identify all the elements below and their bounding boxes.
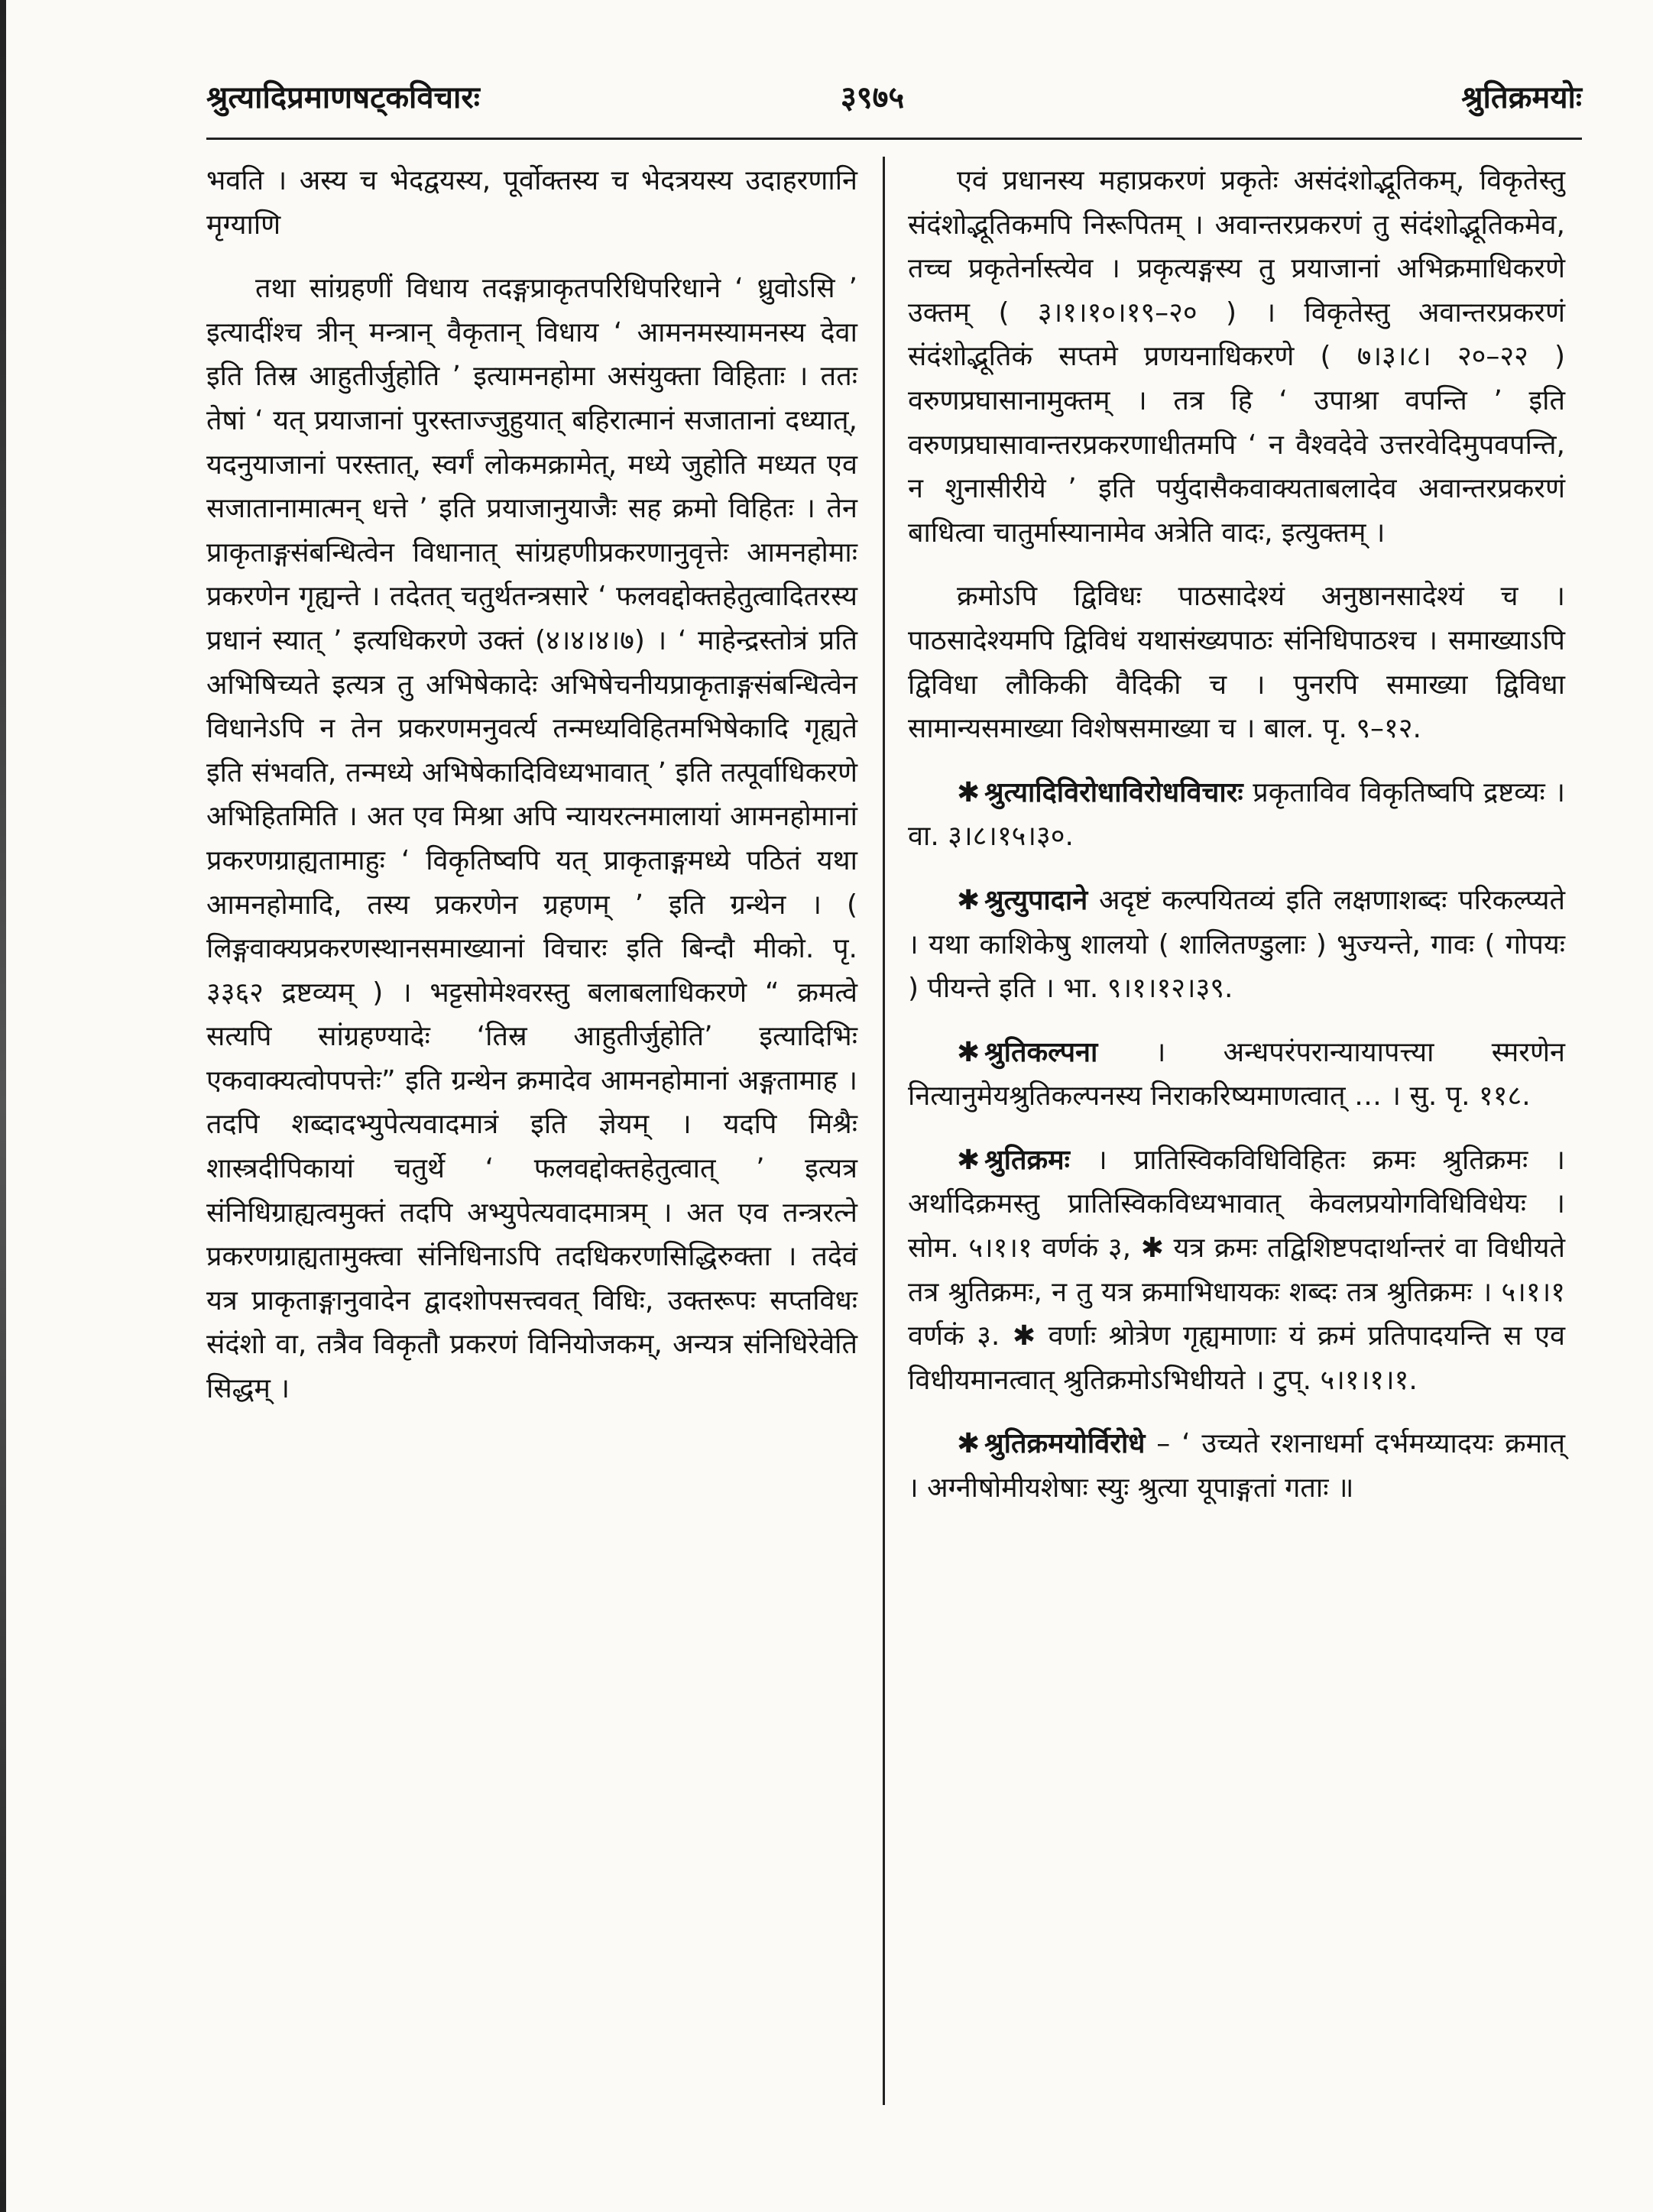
right-paragraph: क्रमोऽपि द्विविधः पाठसादेश्यं अनुष्ठानसादेश्यं च । पाठसादेश्यमपि द्विविधं यथासंख्यपाठः संनिधिपाठश्च । समाख्याऽपि द्विविधा लौकिकी वैदिकी च । पुनरपि समाख्या द्विविधा सामान्यसमाख्या विशेषसमाख्या च । बाल. पृ. ९–१२.: [908, 581, 1565, 745]
asterisk-icon: ✱: [957, 1144, 980, 1176]
entry-text: – ‘ उच्यते रशनाधर्मा दर्भमय्यादयः क्रमात् । अग्नीषोमीयशेषाः स्युः श्रुत्या यूपाङ्गतां गताः ॥: [908, 1428, 1566, 1504]
page-number: ३९७५: [841, 80, 905, 115]
entry-text: । अन्धपरंपरान्यायापत्त्या स्मरणेन नित्यानुमेयश्रुतिकल्पनस्य निराकरिष्यमाणत्वात् … । सु. पृ. ११८.: [908, 1036, 1565, 1112]
left-paragraph: तथा सांग्रहणीं विधाय तदङ्गप्राकृतपरिधिपरिधाने ‘ ध्रुवोऽसि ’ इत्यादींश्च त्रीन् मन्त्रान् वैकृतान् विधाय ‘ आमनमस्यामनस्य देवा इति तिस्र आहुतीर्जुहोति ’ इत्यामनहोमा असंयुक्ता विहिताः । ततः तेषां ‘ यत् प्रयाजानां पुरस्ताज्जुहुयात् बहिरात्मानं सजातानां दध्यात्, यदनुयाजानां परस्तात्, स्वर्गं लोकमक्रामेत्, मध्ये जुहोति मध्यत एव सजातानामात्मन् धत्ते ’ इति प्रयाजानुयाजैः सह क्रमो विहितः । तेन प्राकृताङ्गसंबन्धित्वेन विधानात् सांग्रहणीप्रकरणानुवृत्तेः आमनहोमाः प्रकरणेन गृह्यन्ते । तदेतत् चतुर्थतन्त्रसारे ‘ फलवद्दोक्तहेतुत्वादितरस्य प्रधानं स्यात् ’ इत्यधिकरणे उक्तं (४।४।४।७) । ‘ माहेन्द्रस्तोत्रं प्रति अभिषिच्यते इत्यत्र तु अभिषेकादेः अभिषेचनीयप्राकृताङ्गसंबन्धित्वेन विधानेऽपि न तेन प्रकरणमनुवर्त्य तन्मध्यविहितमभिषेकादि गृह्यते इति संभवति, तन्मध्ये अभिषेकादिविध्यभावात् ’ इति तत्पूर्वाधिकरणे अभिहितमिति । अत एव मिश्रा अपि न्यायरत्नमालायां आमनहोमानां प्रकरणग्राह्यतामाहुः ‘ विकृतिष्वपि यत् प्राकृताङ्गमध्ये पठितं यथा आमनहोमादि, तस्य प्रकरणेन ग्रहणम् ’ इति ग्रन्थेन । ( लिङ्गवाक्यप्रकरणस्थानसमाख्यानां विचारः इति बिन्दौ मीको. पृ. ३३६२ द्रष्टव्यम् ) । भट्टसोमेश्वरस्तु बलाबलाधिकरणे “ क्रमत्वे सत्यपि सांग्रहण्यादेः ‘तिस्र आहुतीर्जुहोति’ इत्यादिभिः एकवाक्यत्वोपपत्तेः” इति ग्रन्थेन क्रमादेव आमनहोमानां अङ्गतामाह । तदपि शब्दादभ्युपेत्यवादमात्रं इति ज्ञेयम् । यदपि मिश्रैः शास्त्रदीपिकायां चतुर्थे ‘ फलवद्दोक्तहेतुत्वात् ’ इत्यत्र संनिधिग्राह्यत्वमुक्तं तदपि अभ्युपेत्यवादमात्रम् । अत एव तन्त्ररत्ने प्रकरणग्राह्यतामुक्त्वा संनिधिनाऽपि तदधिकरणसिद्धिरुक्ता । तदेवं यत्र प्राकृताङ्गानुवादेन द्वादशोपसत्त्ववत् विधिः, उक्तरूपः सप्तविधः संदंशो वा, तत्रैव विकृतौ प्रकरणं विनियोजकम्, अन्यत्र संनिधिरेवेति सिद्धम् ।: [206, 273, 857, 1405]
entry-term: श्रुत्यादिविरोधाविरोधविचारः: [984, 776, 1243, 808]
entry-text: अदृष्टं कल्पयितव्यं इति लक्षणाशब्दः परिकल्प्यते । यथा काशिकेषु शालयो ( शालितण्डुलाः ) भुज्यन्ते, गावः ( गोपयः ) पीयन्ते इति । भा. ९।१।१२।३९.: [908, 884, 1565, 1005]
running-head-right: श्रुतिक्रमयोः: [1461, 80, 1582, 115]
asterisk-icon: ✱: [957, 884, 980, 916]
right-column: [908, 159, 1565, 1530]
glossary-entry: [908, 771, 1565, 859]
scan-edge: [0, 0, 6, 2212]
page-header: [206, 67, 1582, 128]
right-paragraph: एवं प्रधानस्य महाप्रकरणं प्रकृतेः असंदंशोद्भूतिकम्, विकृतेस्तु संदंशोद्भूतिकमपि निरूपितम् । अवान्तरप्रकरणं तु संदंशोद्भूतिकमेव, तच्च प्रकृतेर्नास्त्येव । प्रकृत्यङ्गस्य तु प्रयाजानां अभिक्रमाधिकरणे उक्तम् ( ३।१।१०।१९–२० ) । विकृतेस्तु अवान्तरप्रकरणं संदंशोद्भूतिकं सप्तमे प्रणयनाधिकरणे ( ७।३।८। २०–२२ ) वरुणप्रघासानामुक्तम् । तत्र हि ‘ उपाश्रा वपन्ति ’ इति वरुणप्रघासावान्तरप्रकरणाधीतमपि ‘ न वैश्वदेवे उत्तरवेदिमुपवपन्ति, न शुनासीरीये ’ इति पर्युदासैकवाक्यताबलादेव अवान्तरप्रकरणं बाधित्वा चातुर्मास्यानामेव अत्रेति वादः, इत्युक्तम् ।: [908, 165, 1565, 549]
entry-term: श्रुत्युपादाने: [984, 884, 1088, 916]
entry-term: श्रुतिक्रमयोर्विरोधे: [984, 1428, 1146, 1460]
header-rule: [206, 138, 1582, 140]
left-column: [206, 159, 857, 1431]
glossary-entry: [908, 1031, 1565, 1119]
entry-text: प्रकृताविव विकृतिष्वपि द्रष्टव्यः । वा. ३।८।१५।३०.: [908, 776, 1565, 853]
left-paragraph: भवति । अस्य च भेदद्वयस्य, पूर्वोक्तस्य च भेदत्रयस्य उदाहरणानि मृग्याणि: [206, 165, 857, 241]
asterisk-icon: ✱: [957, 776, 980, 808]
asterisk-icon: ✱: [957, 1428, 980, 1460]
column-divider: [883, 157, 885, 2105]
entry-text: । प्रातिस्विकविधिविहितः क्रमः श्रुतिक्रमः । अर्थादिक्रमस्तु प्रातिस्विकविध्यभावात् केवलप्रयोगविधिविधेयः । सोम. ५।१।१ वर्णकं ३, ✱ यत्र क्रमः तद्विशिष्टपदार्थान्तरं वा विधीयते तत्र श्रुतिक्रमः, न तु यत्र क्रमाभिधायकः शब्दः तत्र श्रुतिक्रमः । ५।१।१ वर्णकं ३. ✱ वर्णाः श्रोत्रेण गृह्यमाणाः यं क्रमं प्रतिपादयन्ति स एव विधीयमानत्वात् श्रुतिक्रमोऽभिधीयते । टुप्. ५।१।१।१.: [908, 1144, 1565, 1396]
glossary-entry: [908, 879, 1565, 1011]
glossary-entry: [908, 1138, 1565, 1403]
running-head-left: श्रुत्यादिप्रमाणषट्कविचारः: [206, 80, 480, 115]
asterisk-icon: ✱: [957, 1036, 980, 1068]
entry-term: श्रुतिकल्पना: [984, 1036, 1098, 1068]
entry-term: श्रुतिक्रमः: [984, 1144, 1070, 1176]
glossary-entry: [908, 1422, 1565, 1510]
